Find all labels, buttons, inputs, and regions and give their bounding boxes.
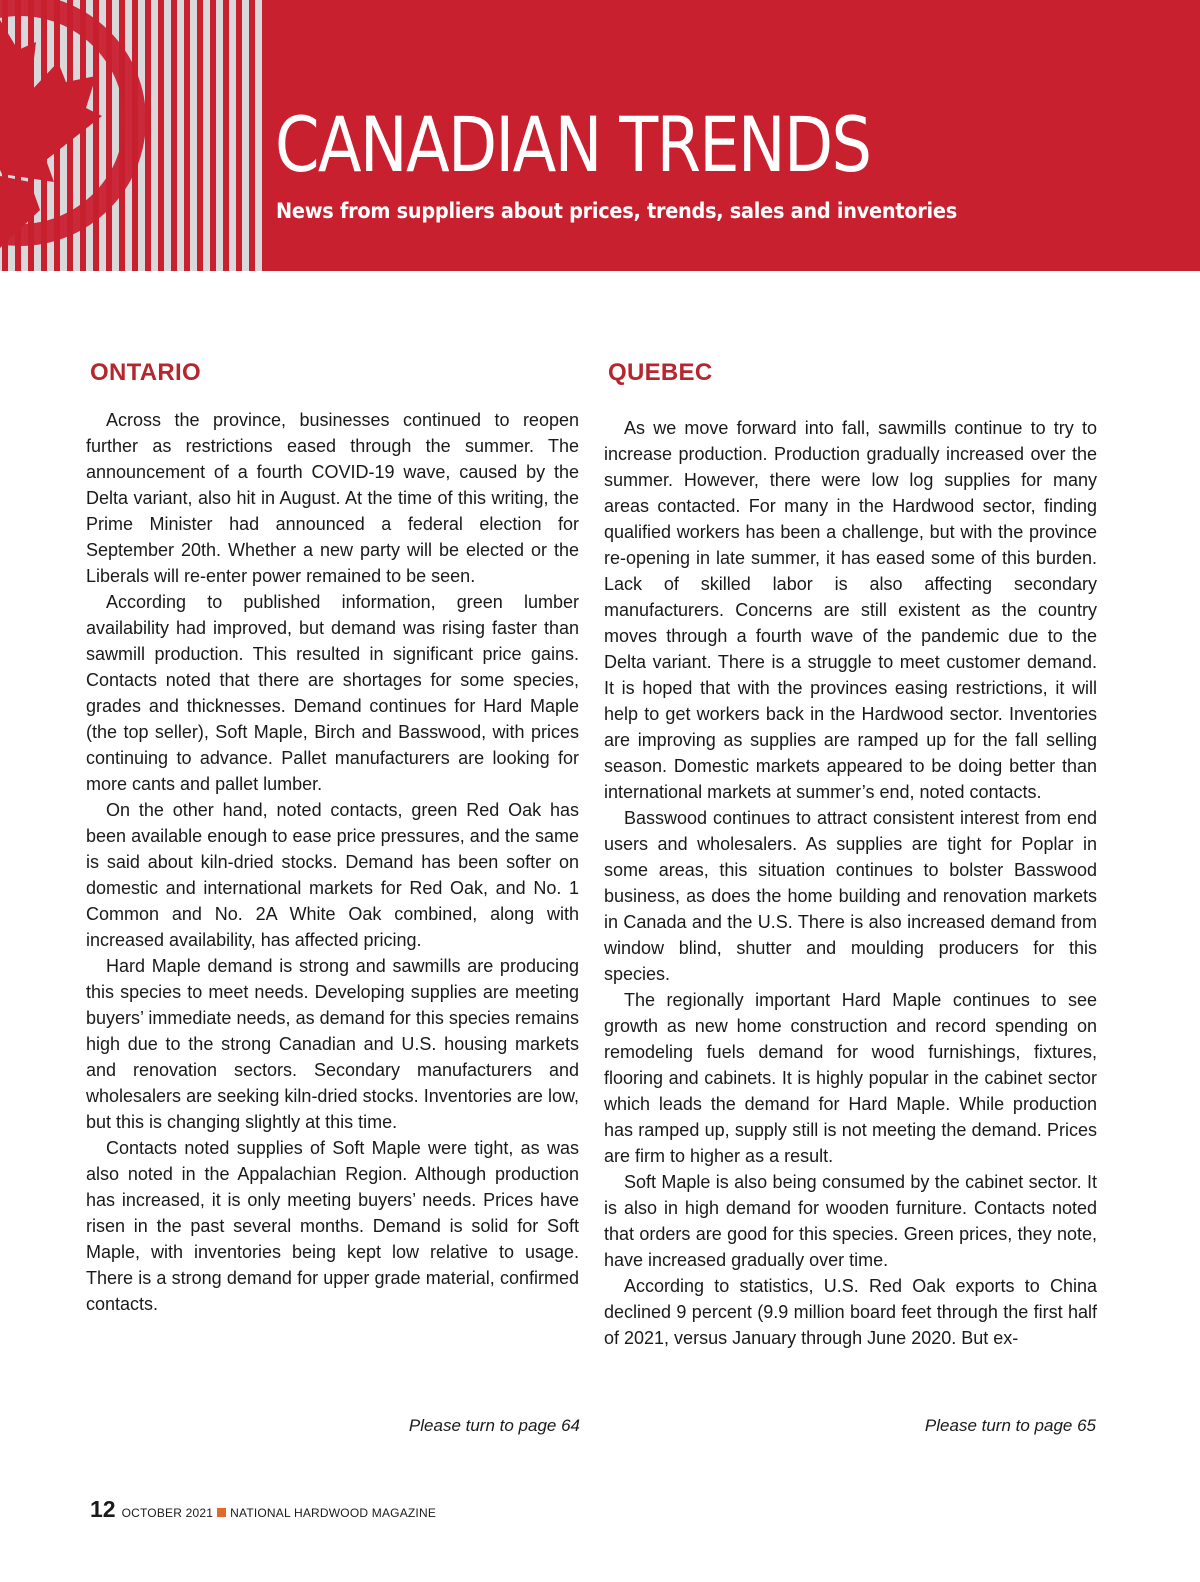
magazine-name: NATIONAL HARDWOOD MAGAZINE — [230, 1506, 437, 1520]
flag-stripe — [184, 0, 190, 271]
ontario-heading: ONTARIO — [90, 359, 201, 386]
maple-leaf-flag-icon — [0, 0, 262, 271]
header-banner — [0, 0, 1200, 271]
quebec-paragraph: Basswood continues to attract consistent interest from end users and wholesalers. As supplies are tight for Poplar in some areas, this situation continues to bolster Basswood business, as does the home building and renovation markets in Canada and the U.S. There is also increased demand from window blind, shutter and moulding producers for this species. — [604, 808, 1097, 984]
quebec-heading: QUEBEC — [608, 359, 713, 386]
flag-stripe — [171, 0, 177, 271]
page-subtitle: News from suppliers about prices, trends, sales and inventories — [276, 199, 957, 223]
flag-stripe — [145, 0, 151, 271]
ontario-paragraph: Contacts noted supplies of Soft Maple were tight, as was also noted in the Appalachian Region. Although production has increased, it is only meeting buyers’ needs. Prices have risen in the past several months. Demand is solid for Soft Maple, with inventories being kept low relative to usage. There is a strong demand for upper grade material, confirmed contacts. — [86, 1138, 579, 1314]
quebec-paragraph: As we move forward into fall, sawmills continue to try to increase production. Production gradually increased over the summer. However, there were low log supplies for many areas contacted. For many in the Hardwood sector, finding qualified workers has been a challenge, but with the province re-opening in late summer, it has eased some of this burden. Lack of skilled labor is also affecting secondary manufacturers. Concerns are still existent as the country moves through a fourth wave of the pandemic due to the Delta variant. There is a struggle to meet customer demand. It is hoped that with the provinces easing restrictions, it will help to get workers back in the Hardwood sector. Inventories are improving as supplies are ramped up for the fall selling season. Domestic markets appeared to be doing better than international markets at summer’s end, noted contacts. — [604, 418, 1097, 802]
ontario-body — [86, 407, 579, 1317]
flag-graphic — [0, 0, 262, 271]
separator-square-icon — [217, 1508, 226, 1517]
issue-date: OCTOBER 2021 — [121, 1506, 214, 1520]
flag-stripe — [197, 0, 203, 271]
flag-stripe — [80, 0, 86, 271]
quebec-paragraph: According to statistics, U.S. Red Oak exports to China declined 9 percent (9.9 million board feet through the first half of 2021, versus January through June 2020. But ex- — [604, 1276, 1097, 1348]
page-number: 12 — [90, 1496, 116, 1522]
ontario-paragraph: Across the province, businesses continued to reopen further as restrictions eased through the summer. The announcement of a fourth COVID-19 wave, caused by the Delta variant, also hit in August. At the time of this writing, the Prime Minister had announced a federal election for September 20th. Whether a new party will be elected or the Liberals will re-enter power remained to be seen. — [86, 410, 579, 586]
ontario-column — [86, 355, 579, 1317]
quebec-body — [604, 415, 1097, 1351]
quebec-continuation-note: Please turn to page 65 — [924, 1416, 1096, 1435]
quebec-paragraph: The regionally important Hard Maple continues to see growth as new home construction and record spending on remodeling fuels demand for wood furnishings, fixtures, flooring and cabinets. It is highly popular in the cabinet sector which leads the demand for Hard Maple. While production has ramped up, supply still is not meeting the demand. Prices are firm to higher as a result. — [604, 990, 1097, 1166]
quebec-column — [604, 355, 1097, 1351]
ontario-paragraph: Hard Maple demand is strong and sawmills are producing this species to meet needs. Developing supplies are meeting buyers’ immediate needs, as demand for this species remains high due to the strong Canadian and U.S. housing markets and renovation sectors. Secondary manufacturers and wholesalers are seeking kiln-dried stocks. Inventories are low, but this is changing slightly at this time. — [86, 956, 579, 1132]
ontario-paragraph: According to published information, green lumber availability had improved, but demand was rising faster than sawmill production. This resulted in significant price gains. Contacts noted that there are shortages for some species, grades and thicknesses. Demand continues for Hard Maple (the top seller), Soft Maple, Birch and Basswood, with prices continuing to advance. Pallet manufacturers are looking for more cants and pallet lumber. — [86, 592, 579, 794]
ontario-paragraph: On the other hand, noted contacts, green Red Oak has been available enough to ease price pressures, and the same is said about kiln-dried stocks. Demand has been softer on domestic and international markets for Red Oak, and No. 1 Common and No. 2A White Oak combined, along with increased availability, has affected pricing. — [86, 800, 579, 950]
ontario-continuation-note: Please turn to page 64 — [408, 1416, 580, 1435]
page-title: CANADIAN TRENDS — [275, 100, 871, 189]
flag-stripe — [249, 0, 255, 271]
flag-stripe — [236, 0, 242, 271]
quebec-paragraph: Soft Maple is also being consumed by the cabinet sector. It is also in high demand for wooden furniture. Contacts noted that orders are good for this species. Green prices, they note, have increased gradually over time. — [604, 1172, 1097, 1270]
flag-stripe — [158, 0, 164, 271]
flag-stripe — [210, 0, 216, 271]
page-footer — [90, 1496, 436, 1523]
flag-stripe — [223, 0, 229, 271]
